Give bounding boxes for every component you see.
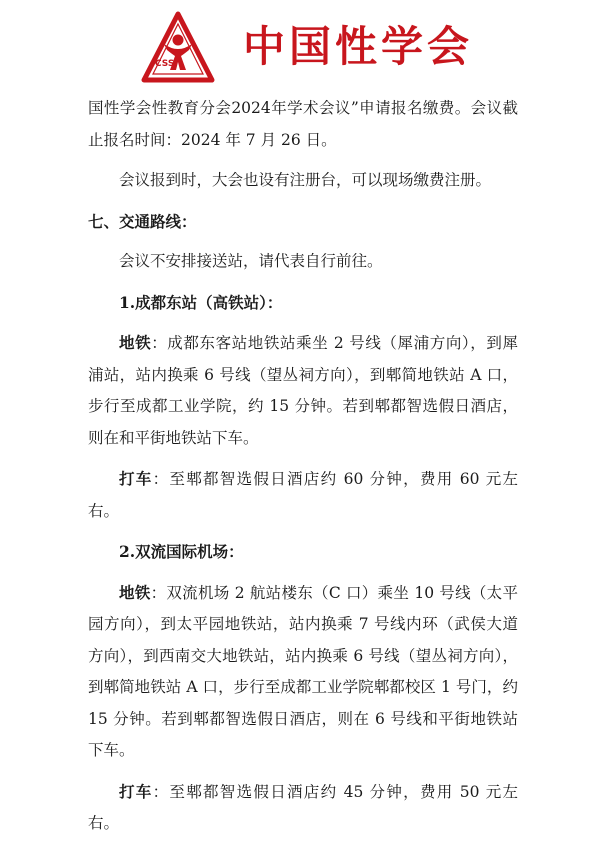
route-2-metro-label: 地铁 [119, 582, 151, 602]
route-1-metro-label: 地铁 [119, 333, 152, 352]
route-2-metro-paragraph [88, 577, 518, 767]
route-2-taxi-paragraph [88, 776, 518, 840]
route-1-taxi-text: ：至郫都智选假日酒店约 60 分钟，费用 60 元左右。 [88, 470, 518, 520]
onsite-registration-paragraph: 会议报到时，大会也设有注册台，可以现场缴费注册。 [119, 171, 492, 189]
org-name: 中国性学会 [243, 22, 474, 71]
route-1-metro-paragraph [88, 327, 518, 454]
registration-paragraph: 国性学会性教育分会2024年学术会议”申请报名缴费。会议截止报名时间：2024 年 7 月 26 日。 [88, 99, 518, 149]
route-2-taxi-text: ：至郫都智选假日酒店约 45 分钟，费用 50 元左右。 [88, 782, 518, 832]
document-header [0, 0, 600, 90]
route-2-taxi-label: 打车 [119, 781, 153, 801]
no-shuttle-paragraph: 会议不安排接送站，请代表自行前往。 [119, 252, 383, 270]
section-7-title: 七、交通路线： [88, 211, 197, 231]
society-logo-icon [140, 10, 216, 86]
document-body [88, 93, 518, 840]
route-2-title: 2.双流国际机场： [119, 542, 244, 561]
route-1-taxi-paragraph [88, 463, 518, 527]
route-1-taxi-label: 打车 [119, 469, 153, 488]
route-1-title: 1.成都东站（高铁站）： [119, 292, 283, 312]
logo-letter-c: CSS [155, 59, 175, 69]
route-2-metro-text: ：双流机场 2 航站楼东（C 口）乘坐 10 号线（太平园方向），到太平园地铁站，站内换乘 7 号线内环（武侯大道方向），到西南交大地铁站，站内换乘 6 号线（望丛祠方向），到郫简地铁站 A 口，步行至成都工业学院郫都校区 1 号门，约 15 分钟。若到郫都智选假日酒店，则在 6 号线和平街地铁站下车。 [88, 583, 518, 759]
route-1-metro-text: ：成都东客站地铁站乘坐 2 号线（犀浦方向），到犀浦站，站内换乘 6 号线（望丛祠方向），到郫简地铁站 A 口，步行至成都工业学院，约 15 分钟。若到郫都智选假日酒店，则在和平街地铁站下车。 [88, 334, 518, 447]
